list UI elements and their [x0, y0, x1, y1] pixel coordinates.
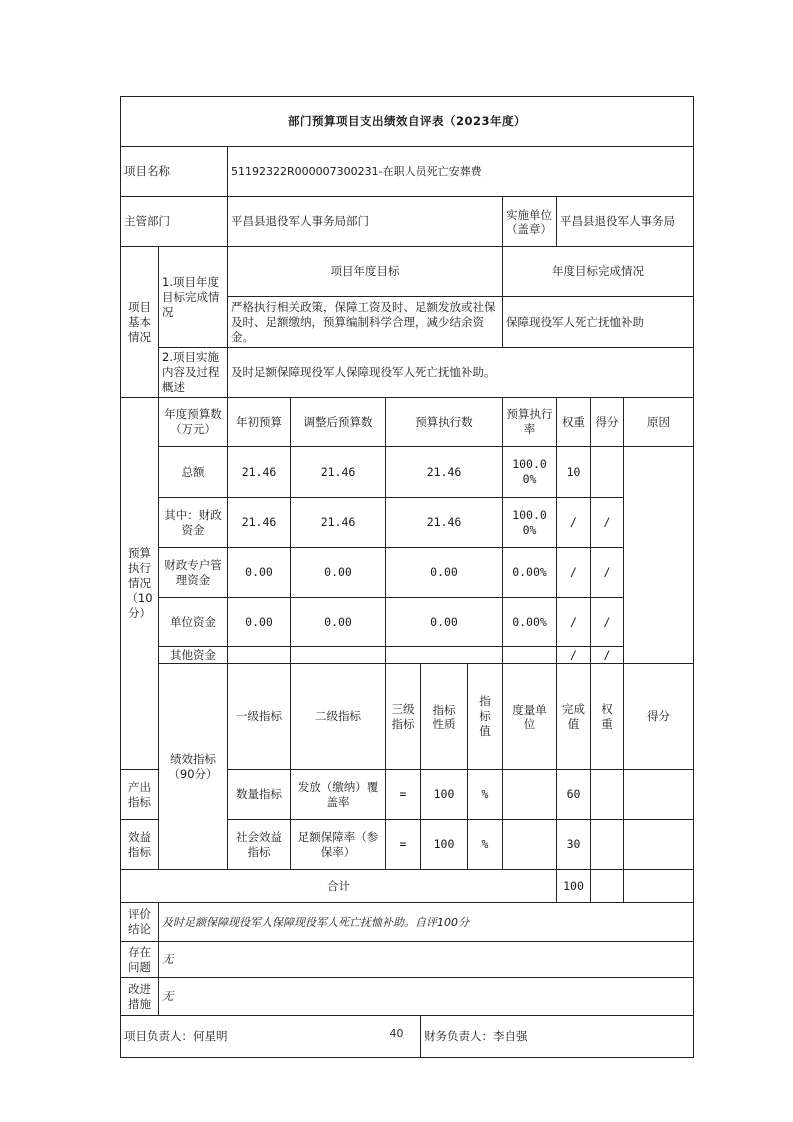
total-reason [624, 870, 694, 903]
budget-weight: / [557, 498, 591, 548]
perf-value: 100 [421, 820, 468, 870]
perf-header-nature: 指标性质 [421, 664, 468, 770]
budget-row-label: 其他资金 [159, 647, 228, 664]
budget-rate: 100.00% [503, 447, 557, 498]
perf-header-unit: 度量单位 [503, 664, 557, 770]
perf-header-level3: 三级指标 [386, 664, 421, 770]
budget-executed: 0.00 [386, 598, 503, 647]
budget-executed [386, 647, 503, 664]
budget-rate: 100.00% [503, 498, 557, 548]
budget-adjusted: 0.00 [291, 548, 386, 598]
perf-level2: 数量指标 [228, 770, 291, 820]
budget-adjusted: 21.46 [291, 498, 386, 548]
budget-header-weight: 权重 [557, 398, 591, 447]
perf-nature: = [386, 770, 421, 820]
perf-reason [624, 770, 694, 820]
budget-executed: 21.46 [386, 447, 503, 498]
budget-header-annual: 年度预算数（万元） [159, 398, 228, 447]
total-weight: 100 [557, 870, 591, 903]
perf-header-actual: 完成值 [557, 664, 591, 770]
issues-text: 无 [159, 942, 694, 978]
finance-lead-signature: 财务负责人：李自强 [421, 1016, 694, 1058]
project-name-value: 51192322R000007300231-在职人员死亡安葬费 [228, 147, 694, 197]
budget-initial: 21.46 [228, 447, 291, 498]
budget-weight: / [557, 598, 591, 647]
goal-completion-header: 年度目标完成情况 [503, 247, 694, 297]
budget-adjusted: 21.46 [291, 447, 386, 498]
budget-score: / [591, 598, 624, 647]
budget-header-rate: 预算执行率 [503, 398, 557, 447]
goal-completion-label: 1.项目年度目标完成情况 [159, 247, 228, 348]
perf-unit: % [468, 770, 503, 820]
perf-actual [503, 770, 557, 820]
budget-section-label: 预算执行情况（10分） [121, 398, 159, 770]
budget-score: / [591, 498, 624, 548]
process-overview-label: 2.项目实施内容及过程概述 [159, 348, 228, 398]
budget-adjusted: 0.00 [291, 598, 386, 647]
perf-unit: % [468, 820, 503, 870]
perf-weight: 30 [557, 820, 591, 870]
department-value: 平昌县退役军人事务局部门 [228, 197, 503, 247]
budget-initial: 0.00 [228, 548, 291, 598]
perf-nature: = [386, 820, 421, 870]
improvements-text: 无 [159, 978, 694, 1016]
perf-score [591, 770, 624, 820]
budget-row [121, 548, 694, 598]
annual-goal-header: 项目年度目标 [228, 247, 503, 297]
budget-reason-cell [624, 447, 694, 664]
project-name-label: 项目名称 [121, 147, 228, 197]
budget-header-initial: 年初预算 [228, 398, 291, 447]
perf-header-weight: 权重 [591, 664, 624, 770]
perf-header-score: 得分 [624, 664, 694, 770]
perf-weight: 60 [557, 770, 591, 820]
page-title: 部门预算项目支出绩效自评表（2023年度） [121, 97, 694, 147]
perf-value: 100 [421, 770, 468, 820]
total-score [591, 870, 624, 903]
budget-score: / [591, 548, 624, 598]
budget-score: / [591, 647, 624, 664]
issues-label: 存在问题 [121, 942, 159, 978]
perf-level1: 效益指标 [121, 820, 159, 870]
improvements-label: 改进措施 [121, 978, 159, 1016]
perf-level2: 社会效益指标 [228, 820, 291, 870]
process-overview-text: 及时足额保障现役军人保障现役军人死亡抚恤补助。 [228, 348, 694, 398]
budget-header-adjusted: 调整后预算数 [291, 398, 386, 447]
budget-row-label: 其中：财政资金 [159, 498, 228, 548]
project-lead-signature: 项目负责人：何星明 [121, 1016, 421, 1058]
performance-section-label: 绩效指标（90分） [159, 664, 228, 870]
perf-header-level1: 一级指标 [228, 664, 291, 770]
implementing-unit-label: 实施单位（盖章） [503, 197, 557, 247]
budget-executed: 0.00 [386, 548, 503, 598]
budget-row [121, 647, 694, 664]
budget-row-label: 单位资金 [159, 598, 228, 647]
budget-header-executed: 预算执行数 [386, 398, 503, 447]
budget-initial: 0.00 [228, 598, 291, 647]
conclusion-label: 评价结论 [121, 903, 159, 942]
performance-evaluation-table [120, 96, 694, 1058]
perf-level1: 产出指标 [121, 770, 159, 820]
budget-row [121, 447, 694, 498]
budget-initial: 21.46 [228, 498, 291, 548]
implementing-unit-value: 平昌县退役军人事务局 [557, 197, 694, 247]
budget-rate: 0.00% [503, 598, 557, 647]
budget-adjusted [291, 647, 386, 664]
perf-actual [503, 820, 557, 870]
annual-goal-text: 严格执行相关政策，保障工资及时、足额发放或社保及时、足额缴纳，预算编制科学合理，减少结余资金。 [228, 297, 503, 348]
perf-level3: 发放（缴纳）覆盖率 [291, 770, 386, 820]
budget-executed: 21.46 [386, 498, 503, 548]
department-label: 主管部门 [121, 197, 228, 247]
perf-reason [624, 820, 694, 870]
basic-info-section-label: 项目基本情况 [121, 247, 159, 398]
budget-rate [503, 647, 557, 664]
budget-weight: / [557, 647, 591, 664]
budget-initial [228, 647, 291, 664]
budget-header-reason: 原因 [624, 398, 694, 447]
budget-row [121, 498, 694, 548]
perf-level3: 足额保障率（参保率） [291, 820, 386, 870]
budget-score [591, 447, 624, 498]
total-label: 合计 [121, 870, 557, 903]
budget-header-score: 得分 [591, 398, 624, 447]
budget-weight: 10 [557, 447, 591, 498]
budget-row-label: 总额 [159, 447, 228, 498]
budget-rate: 0.00% [503, 548, 557, 598]
page-number: 40 [389, 1027, 404, 1040]
budget-weight: / [557, 548, 591, 598]
perf-header-level2: 二级指标 [291, 664, 386, 770]
perf-score [591, 820, 624, 870]
budget-row-label: 财政专户管理资金 [159, 548, 228, 598]
conclusion-text: 及时足额保障现役军人保障现役军人死亡抚恤补助。自评100分 [159, 903, 694, 942]
budget-row [121, 598, 694, 647]
goal-completion-text: 保障现役军人死亡抚恤补助 [503, 297, 694, 348]
perf-header-value: 指标值 [468, 664, 503, 770]
